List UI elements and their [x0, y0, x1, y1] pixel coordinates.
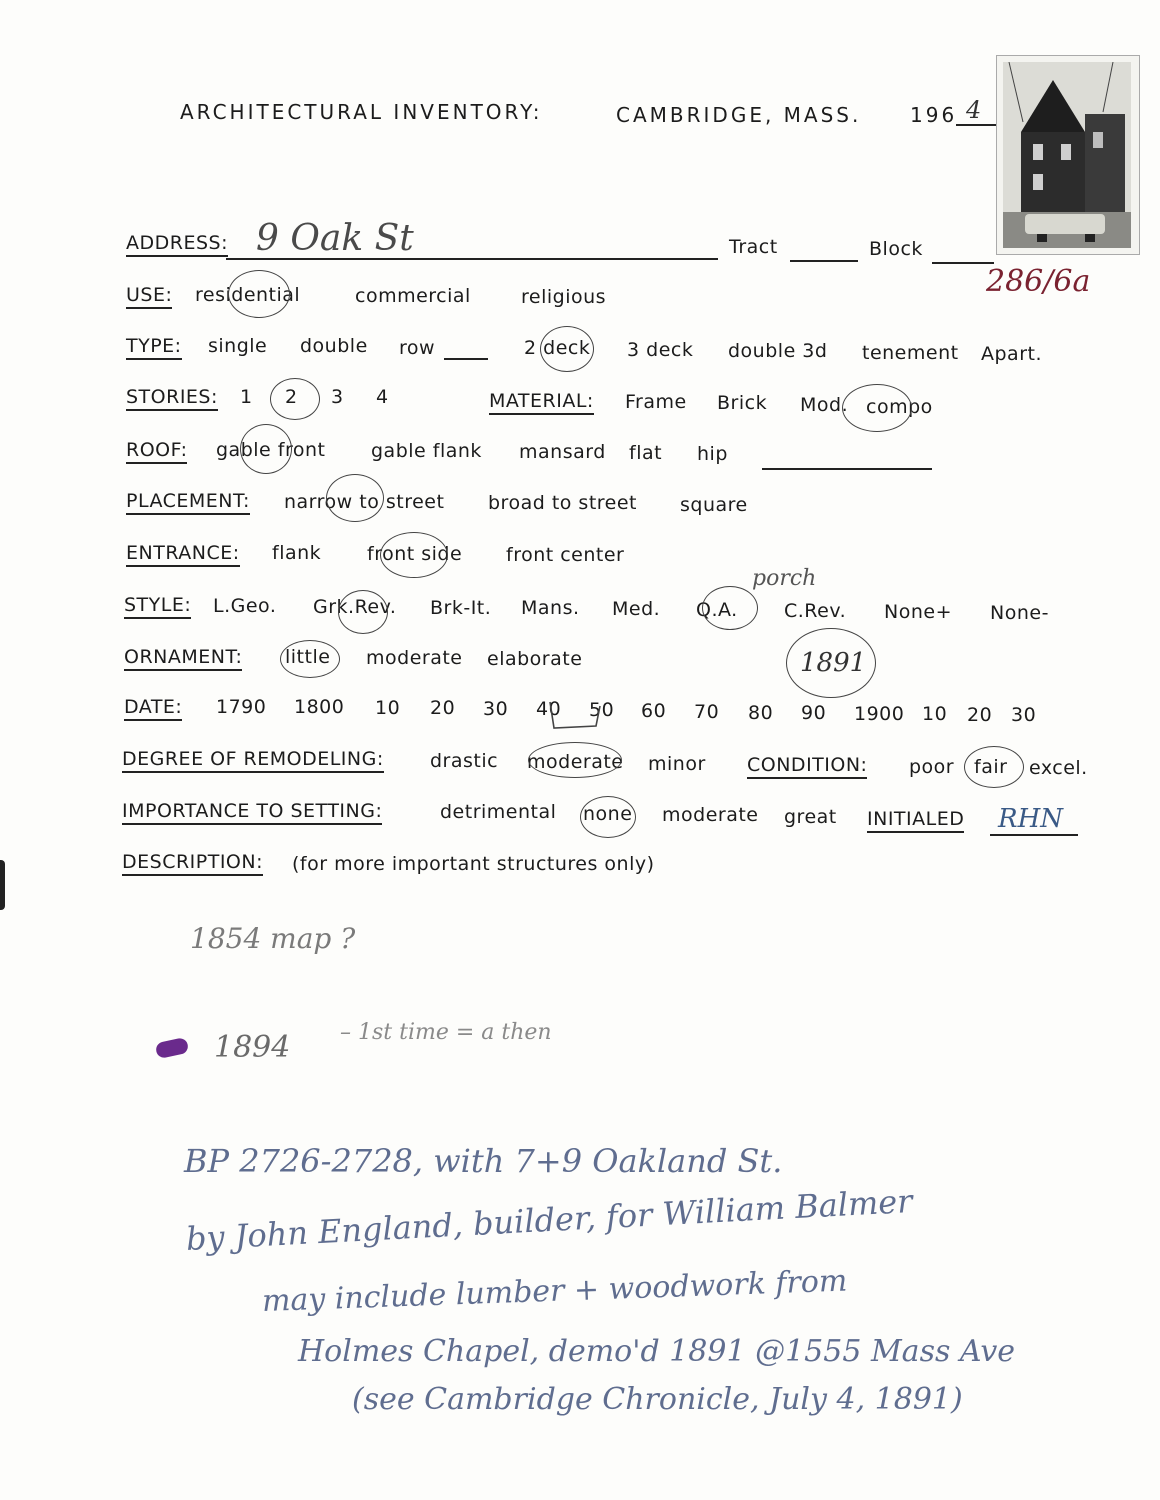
type-2-deck: 2 deck [524, 337, 591, 359]
type-tenement: tenement [862, 342, 959, 364]
type-double: double [300, 335, 368, 357]
condition-label: CONDITION: [747, 754, 867, 779]
material-brick: Brick [717, 392, 768, 414]
bp-line-3: may include lumber + woodwork from [261, 1263, 848, 1319]
remodeling-moderate: moderate [527, 751, 624, 773]
importance-detrimental: detrimental [440, 801, 557, 823]
initialed-value: RHN [998, 804, 1063, 834]
type-apart: Apart. [981, 343, 1043, 365]
remodeling-minor: minor [648, 753, 706, 775]
style-label: STYLE: [124, 594, 191, 619]
form-year-prefix: 196 [910, 103, 958, 127]
stories-1: 1 [240, 386, 253, 408]
type-row: row [399, 337, 436, 359]
style-crev: C.Rev. [784, 600, 847, 622]
date-1920: 20 [967, 704, 993, 726]
material-frame: Frame [625, 391, 687, 413]
circle-importance-none [580, 796, 636, 838]
roof-flat: flat [629, 442, 663, 464]
description-label: DESCRIPTION: [122, 851, 263, 876]
date-40: 40 [536, 698, 562, 720]
house-photo [996, 55, 1140, 255]
roof-label: ROOF: [126, 439, 187, 464]
type-3-deck: 3 deck [627, 339, 694, 361]
remodeling-label: DEGREE OF REMODELING: [122, 748, 384, 773]
condition-excel: excel. [1029, 757, 1088, 779]
binder-clip [0, 860, 5, 910]
placement-broad: broad to street [488, 492, 638, 514]
form-title: ARCHITECTURAL INVENTORY: [180, 100, 543, 124]
roof-mansard: mansard [519, 441, 606, 463]
date-1900: 1900 [854, 703, 905, 725]
entrance-front-side: front side [367, 543, 463, 565]
date-hand-year: 1891 [800, 648, 867, 678]
roof-gable-flank: gable flank [371, 440, 482, 462]
roof-hip: hip [697, 443, 728, 465]
style-note-porch: porch [752, 566, 817, 591]
circle-front-side [380, 532, 448, 578]
block-label: Block [869, 238, 923, 260]
date-30: 30 [483, 698, 509, 720]
address-value: 9 Oak St [256, 218, 414, 259]
circle-residential [228, 270, 290, 318]
stories-2: 2 [285, 386, 298, 408]
address-label: ADDRESS: [126, 232, 228, 257]
stories-3: 3 [331, 386, 344, 408]
bp-line-1: BP 2726-2728, with 7+9 Oakland St. [184, 1142, 783, 1180]
circle-compo [842, 384, 912, 432]
form-city: CAMBRIDGE, MASS. [616, 103, 862, 127]
date-20: 20 [430, 697, 456, 719]
importance-moderate: moderate [662, 804, 759, 826]
use-commercial: commercial [355, 285, 471, 307]
circle-little [280, 640, 340, 678]
use-label: USE: [126, 284, 172, 309]
material-mod: Mod. [800, 394, 849, 416]
date-1910: 10 [922, 703, 948, 725]
note-1854-map: 1854 map ? [190, 922, 356, 955]
date-80: 80 [748, 702, 774, 724]
circle-qa [702, 586, 758, 630]
material-label: MATERIAL: [489, 390, 594, 415]
type-double-3d: double 3d [728, 340, 828, 362]
date-10: 10 [375, 697, 401, 719]
note-1894-rest: – 1st time = a then [340, 1020, 552, 1045]
ornament-label: ORNAMENT: [124, 646, 242, 671]
style-med: Med. [612, 598, 661, 620]
reference-number: 286/6a [986, 264, 1091, 299]
purple-mark [155, 1037, 190, 1059]
bp-line-4: Holmes Chapel, demo'd 1891 @1555 Mass Ave [298, 1334, 1016, 1369]
use-religious: religious [521, 286, 607, 308]
circle-stories-2 [270, 378, 320, 420]
ornament-moderate: moderate [366, 647, 463, 669]
date-label: DATE: [124, 696, 182, 721]
description-hint: (for more important structures only) [292, 853, 655, 875]
bp-line-5: (see Cambridge Chronicle, July 4, 1891) [352, 1382, 963, 1417]
ornament-little: little [285, 646, 331, 668]
entrance-label: ENTRANCE: [126, 542, 240, 567]
date-60: 60 [641, 700, 667, 722]
circle-fair [964, 746, 1024, 788]
style-none-plus: None+ [884, 601, 952, 623]
house-image [1003, 62, 1131, 248]
entrance-flank: flank [272, 542, 322, 564]
date-1800: 1800 [294, 696, 345, 718]
initialed-label: INITIALED [867, 808, 964, 833]
use-residential: residential [195, 284, 301, 306]
circle-2-deck [540, 326, 594, 372]
importance-none: none [583, 803, 633, 825]
form-year-hand: 4 [966, 96, 982, 124]
remodeling-drastic: drastic [430, 750, 499, 772]
style-grk-rev: Grk.Rev. [313, 596, 397, 618]
circle-grk-rev [338, 590, 388, 634]
material-compo: compo [866, 396, 933, 418]
style-none-minus: None- [990, 602, 1049, 624]
placement-label: PLACEMENT: [126, 490, 250, 515]
date-90: 90 [801, 702, 827, 724]
style-mans: Mans. [521, 597, 580, 619]
style-brk-it: Brk-It. [430, 597, 492, 619]
ornament-elaborate: elaborate [487, 648, 583, 670]
importance-label: IMPORTANCE TO SETTING: [122, 800, 382, 825]
circle-1891 [786, 628, 876, 698]
bp-line-2: by John England, builder, for William Balmer [185, 1181, 914, 1258]
condition-poor: poor [909, 756, 955, 778]
entrance-front-center: front center [506, 544, 625, 566]
date-1930: 30 [1011, 704, 1037, 726]
circle-remodel-moderate [528, 742, 622, 778]
tract-label: Tract [729, 236, 778, 258]
circle-narrow [326, 474, 384, 522]
type-label: TYPE: [126, 335, 182, 360]
date-50: 50 [589, 699, 615, 721]
stories-label: STORIES: [126, 386, 218, 411]
stories-4: 4 [376, 386, 389, 408]
type-single: single [208, 335, 268, 357]
style-qa: Q.A. [696, 599, 738, 621]
placement-narrow: narrow to street [284, 491, 445, 513]
note-1894-year: 1894 [214, 1030, 291, 1065]
circle-gable-front [240, 424, 292, 474]
date-70: 70 [694, 701, 720, 723]
roof-gable-front: gable front [216, 439, 326, 461]
placement-square: square [680, 494, 748, 516]
condition-fair: fair [974, 756, 1008, 778]
date-1790: 1790 [216, 696, 267, 718]
style-lgeo: L.Geo. [213, 595, 277, 617]
date-range-bracket [544, 700, 604, 736]
importance-great: great [784, 806, 837, 828]
